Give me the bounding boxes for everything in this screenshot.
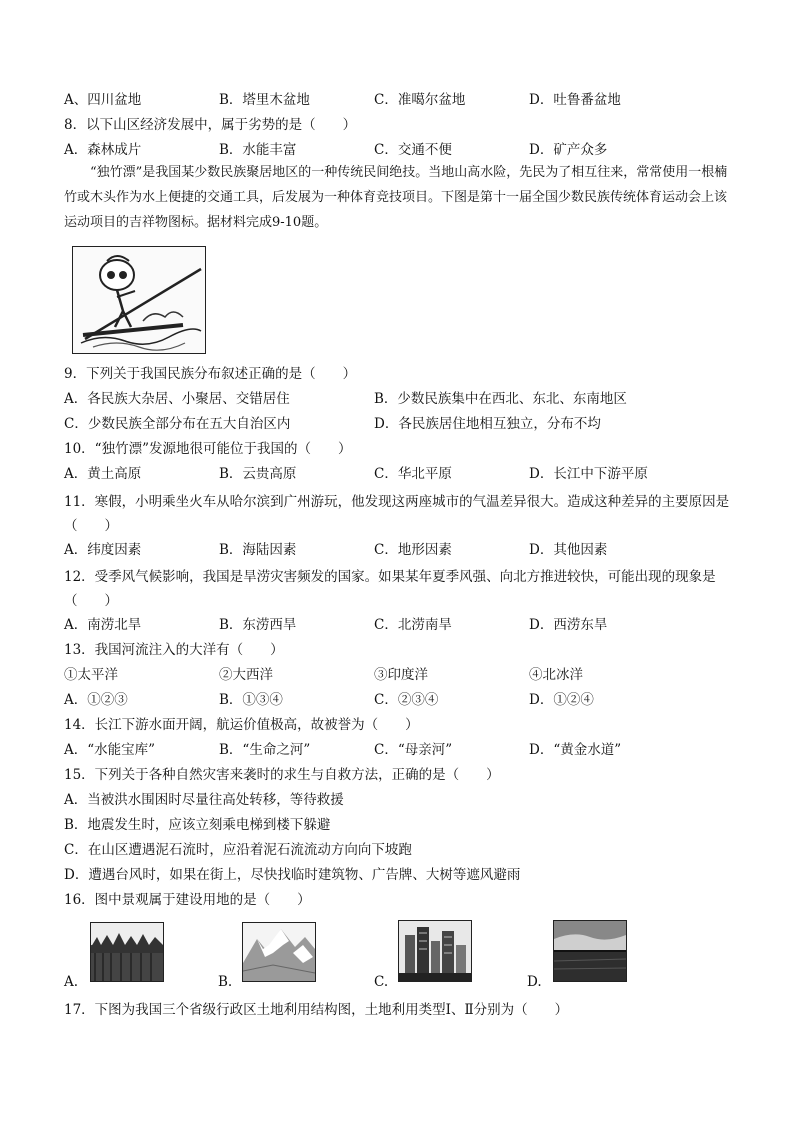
q14-option-d[interactable]: D．“黄金水道” [529,742,622,758]
q16-image-c[interactable] [398,920,472,982]
q13-item-2: ②大西洋 [219,667,273,683]
q15-option-c[interactable]: C．在山区遭遇泥石流时，应沿着泥石流流动方向向下坡跑 [64,842,412,858]
q16-option-b-label[interactable]: B. [218,974,233,990]
q10-option-a[interactable]: A．黄土高原 [64,466,142,482]
bamboo-rafting-mascot-icon [73,247,205,353]
q13-items [64,665,754,685]
q13-item-4: ④北冰洋 [529,667,583,683]
q11-option-a[interactable]: A．纬度因素 [64,542,142,558]
q7-option-d[interactable]: D．吐鲁番盆地 [529,92,621,108]
q16-option-c-label[interactable]: C. [374,974,389,990]
q14-option-c[interactable]: C．“母亲河” [374,742,453,758]
q9-stem: 9．下列关于我国民族分布叙述正确的是（ ） [64,366,357,382]
q10-option-c[interactable]: C．华北平原 [374,466,452,482]
q16-image-a[interactable] [90,922,164,982]
mascot-image [72,246,206,354]
q11-option-b[interactable]: B．海陆因素 [219,542,297,558]
q8-option-a[interactable]: A．森林成片 [64,142,142,158]
q11-option-d[interactable]: D．其他因素 [529,542,608,558]
q12-option-d[interactable]: D．西涝东旱 [529,617,608,633]
q14-stem: 14．长江下游水面开阔，航运价值极高，故被誉为（ ） [64,717,419,733]
q14-options [64,740,754,760]
q15-option-a[interactable]: A．当被洪水围困时尽量往高处转移，等待救援 [64,792,344,808]
q14-option-b[interactable]: B．“生命之河” [219,742,311,758]
q12-option-b[interactable]: B．东涝西旱 [219,617,297,633]
q8-option-b[interactable]: B．水能丰富 [219,142,297,158]
q9-option-c[interactable]: C．少数民族全部分布在五大自治区内 [64,416,291,432]
q15-option-d[interactable]: D．遭遇台风时，如果在街上，尽快找临时建筑物、广告牌、大树等遮风避雨 [64,867,521,883]
q13-item-1: ①太平洋 [64,667,118,683]
farmland-icon [554,921,626,981]
q13-stem: 13．我国河流注入的大洋有（ ） [64,642,284,658]
q11-stem: 11．寒假，小明乘坐火车从哈尔滨到广州游玩，他发现这两座城市的气温差异很大。造成这种差异的主要原因是（ ） [64,494,730,534]
q10-stem: 10．“独竹漂”发源地很可能位于我国的（ ） [64,441,352,457]
city-buildings-icon [399,921,471,981]
q12-option-c[interactable]: C．北涝南旱 [374,617,452,633]
q16-image-b[interactable] [242,922,316,982]
q13-option-d[interactable]: D．①②④ [529,692,594,708]
q16-option-d-label[interactable]: D. [527,974,542,990]
snowy-mountain-icon [243,923,315,981]
q9-option-a[interactable]: A．各民族大杂居、小聚居、交错居住 [64,391,290,407]
material-paragraph: “独竹漂”是我国某少数民族聚居地区的一种传统民间绝技。当地山高水险，先民为了相互往来，常常使用一根楠竹或木头作为水上便捷的交通工具，后发展为一种体育竞技项目。下图是第十一届全国少数民族传统体育运动会上该运动项目的吉祥物图标。据材料完成9-10题。 [64,165,728,230]
q7-option-b[interactable]: B．塔里木盆地 [219,92,310,108]
q9-options-row2 [64,414,754,434]
q15-option-b[interactable]: B．地震发生时，应该立刻乘电梯到楼下躲避 [64,817,331,833]
q11-option-c[interactable]: C．地形因素 [374,542,452,558]
q12-stem: 12．受季风气候影响，我国是旱涝灾害频发的国家。如果某年夏季风强、向北方推进较快，可能出现的现象是（ ） [64,569,716,609]
q8-options [64,140,754,160]
q16-stem: 16．图中景观属于建设用地的是（ ） [64,892,311,908]
q9-options-row1 [64,389,754,409]
q12-option-a[interactable]: A．南涝北旱 [64,617,142,633]
q10-option-d[interactable]: D．长江中下游平原 [529,466,648,482]
q16-image-d[interactable] [553,920,627,982]
q14-option-a[interactable]: A．“水能宝库” [64,742,156,758]
q8-stem: 8．以下山区经济发展中，属于劣势的是（ ） [64,117,357,133]
q9-option-d[interactable]: D．各民族居住地相互独立，分布不均 [374,416,601,432]
q13-option-c[interactable]: C．②③④ [374,692,439,708]
q10-option-b[interactable]: B．云贵高原 [219,466,297,482]
q8-option-c[interactable]: C．交通不便 [374,142,452,158]
q13-option-b[interactable]: B．①③④ [219,692,283,708]
q17-stem: 17．下图为我国三个省级行政区土地利用结构图，土地利用类型Ⅰ、Ⅱ分别为（ ） [64,1002,569,1018]
q10-options [64,464,754,484]
q7-options [64,90,754,110]
q13-item-3: ③印度洋 [374,667,428,683]
q7-option-a[interactable]: A、四川盆地 [64,92,142,108]
q15-stem: 15．下列关于各种自然灾害来袭时的求生与自救方法，正确的是（ ） [64,767,500,783]
q11-options [64,540,754,560]
q16-option-a-label[interactable]: A. [64,974,79,990]
q7-option-c[interactable]: C．准噶尔盆地 [374,92,466,108]
forest-icon [91,923,163,981]
q9-option-b[interactable]: B．少数民族集中在西北、东北、东南地区 [374,391,627,407]
q8-option-d[interactable]: D．矿产众多 [529,142,608,158]
q13-option-a[interactable]: A．①②③ [64,692,128,708]
q12-options [64,615,754,635]
q13-options [64,690,754,710]
